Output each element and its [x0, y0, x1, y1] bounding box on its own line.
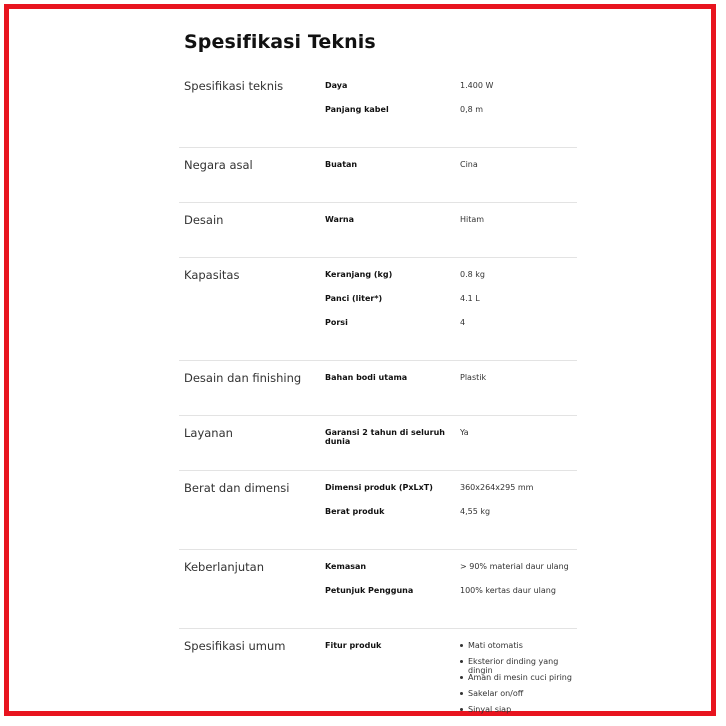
spec-value: Hitam [460, 215, 485, 224]
spec-rows [325, 426, 577, 450]
spec-content [179, 31, 577, 721]
spec-label: Buatan [325, 160, 358, 169]
section-title: Desain [184, 213, 224, 227]
feature-text: Sakelar on/off [468, 689, 524, 698]
section-title: Negara asal [184, 158, 253, 172]
spec-value: 100% kertas daur ulang [460, 586, 556, 595]
section-title: Kapasitas [184, 268, 240, 282]
spec-row [325, 103, 577, 127]
spec-rows [325, 481, 577, 529]
spec-label: Bahan bodi utama [325, 373, 408, 382]
feature-list-item [460, 673, 577, 689]
bullet-icon [460, 676, 463, 679]
feature-list [460, 641, 577, 721]
section-title: Keberlanjutan [184, 560, 265, 574]
section-title: Spesifikasi umum [184, 639, 286, 653]
spec-label: Petunjuk Pengguna [325, 586, 414, 595]
page-title: Spesifikasi Teknis [184, 31, 376, 53]
spec-label: Garansi 2 tahun di seluruh dunia [325, 428, 445, 446]
spec-label: Warna [325, 215, 354, 224]
bullet-icon [460, 644, 463, 647]
feature-list-item [460, 641, 577, 657]
feature-list-item [460, 657, 577, 673]
spec-label: Kemasan [325, 562, 367, 571]
spec-row [325, 481, 577, 505]
spec-rows [325, 79, 577, 127]
spec-rows [325, 560, 577, 608]
feature-text: Sinyal siap [468, 705, 512, 714]
bullet-icon [460, 660, 463, 663]
spec-row [325, 639, 577, 721]
spec-value: 1.400 W [460, 81, 494, 90]
spec-label: Keranjang (kg) [325, 270, 393, 279]
spec-value: 4,55 kg [460, 507, 491, 516]
section-title: Layanan [184, 426, 233, 440]
spec-row [325, 79, 577, 103]
spec-rows [325, 639, 577, 721]
spec-sections [179, 69, 577, 721]
section-title: Berat dan dimensi [184, 481, 290, 495]
spec-row [325, 213, 577, 237]
feature-text: Mati otomatis [468, 641, 523, 650]
feature-list-item [460, 689, 577, 705]
red-frame-border [4, 4, 716, 716]
spec-section [179, 69, 577, 148]
spec-label: Dimensi produk (PxLxT) [325, 483, 433, 492]
spec-value: Ya [460, 428, 469, 437]
spec-row [325, 584, 577, 608]
spec-row [325, 426, 577, 450]
spec-section [179, 416, 577, 471]
spec-rows [325, 158, 577, 182]
section-title: Spesifikasi teknis [184, 79, 284, 93]
spec-row [325, 316, 577, 340]
bullet-icon [460, 708, 463, 711]
spec-row [325, 292, 577, 316]
spec-value: 4 [460, 318, 466, 327]
spec-row [325, 371, 577, 395]
feature-list-item [460, 705, 577, 721]
spec-rows [325, 268, 577, 340]
spec-row [325, 560, 577, 584]
spec-row [325, 158, 577, 182]
spec-section [179, 258, 577, 361]
spec-rows [325, 371, 577, 395]
spec-row [325, 505, 577, 529]
spec-value: 4.1 L [460, 294, 480, 303]
spec-value: 360x264x295 mm [460, 483, 534, 492]
section-title: Desain dan finishing [184, 371, 302, 385]
spec-section [179, 550, 577, 629]
feature-text: Eksterior dinding yang dingin [468, 657, 559, 675]
spec-section [179, 629, 577, 721]
spec-section [179, 148, 577, 203]
spec-label: Fitur produk [325, 641, 382, 650]
spec-section [179, 361, 577, 416]
spec-label: Panjang kabel [325, 105, 389, 114]
spec-section [179, 471, 577, 550]
spec-value: Plastik [460, 373, 487, 382]
spec-section [179, 203, 577, 258]
bullet-icon [460, 692, 463, 695]
feature-text: Aman di mesin cuci piring [468, 673, 572, 682]
spec-label: Panci (liter*) [325, 294, 383, 303]
spec-value: 0,8 m [460, 105, 484, 114]
spec-row [325, 268, 577, 292]
spec-rows [325, 213, 577, 237]
spec-value: > 90% material daur ulang [460, 562, 569, 571]
spec-label: Daya [325, 81, 348, 90]
spec-label: Berat produk [325, 507, 385, 516]
spec-label: Porsi [325, 318, 348, 327]
spec-value: Cina [460, 160, 478, 169]
spec-value: 0.8 kg [460, 270, 485, 279]
